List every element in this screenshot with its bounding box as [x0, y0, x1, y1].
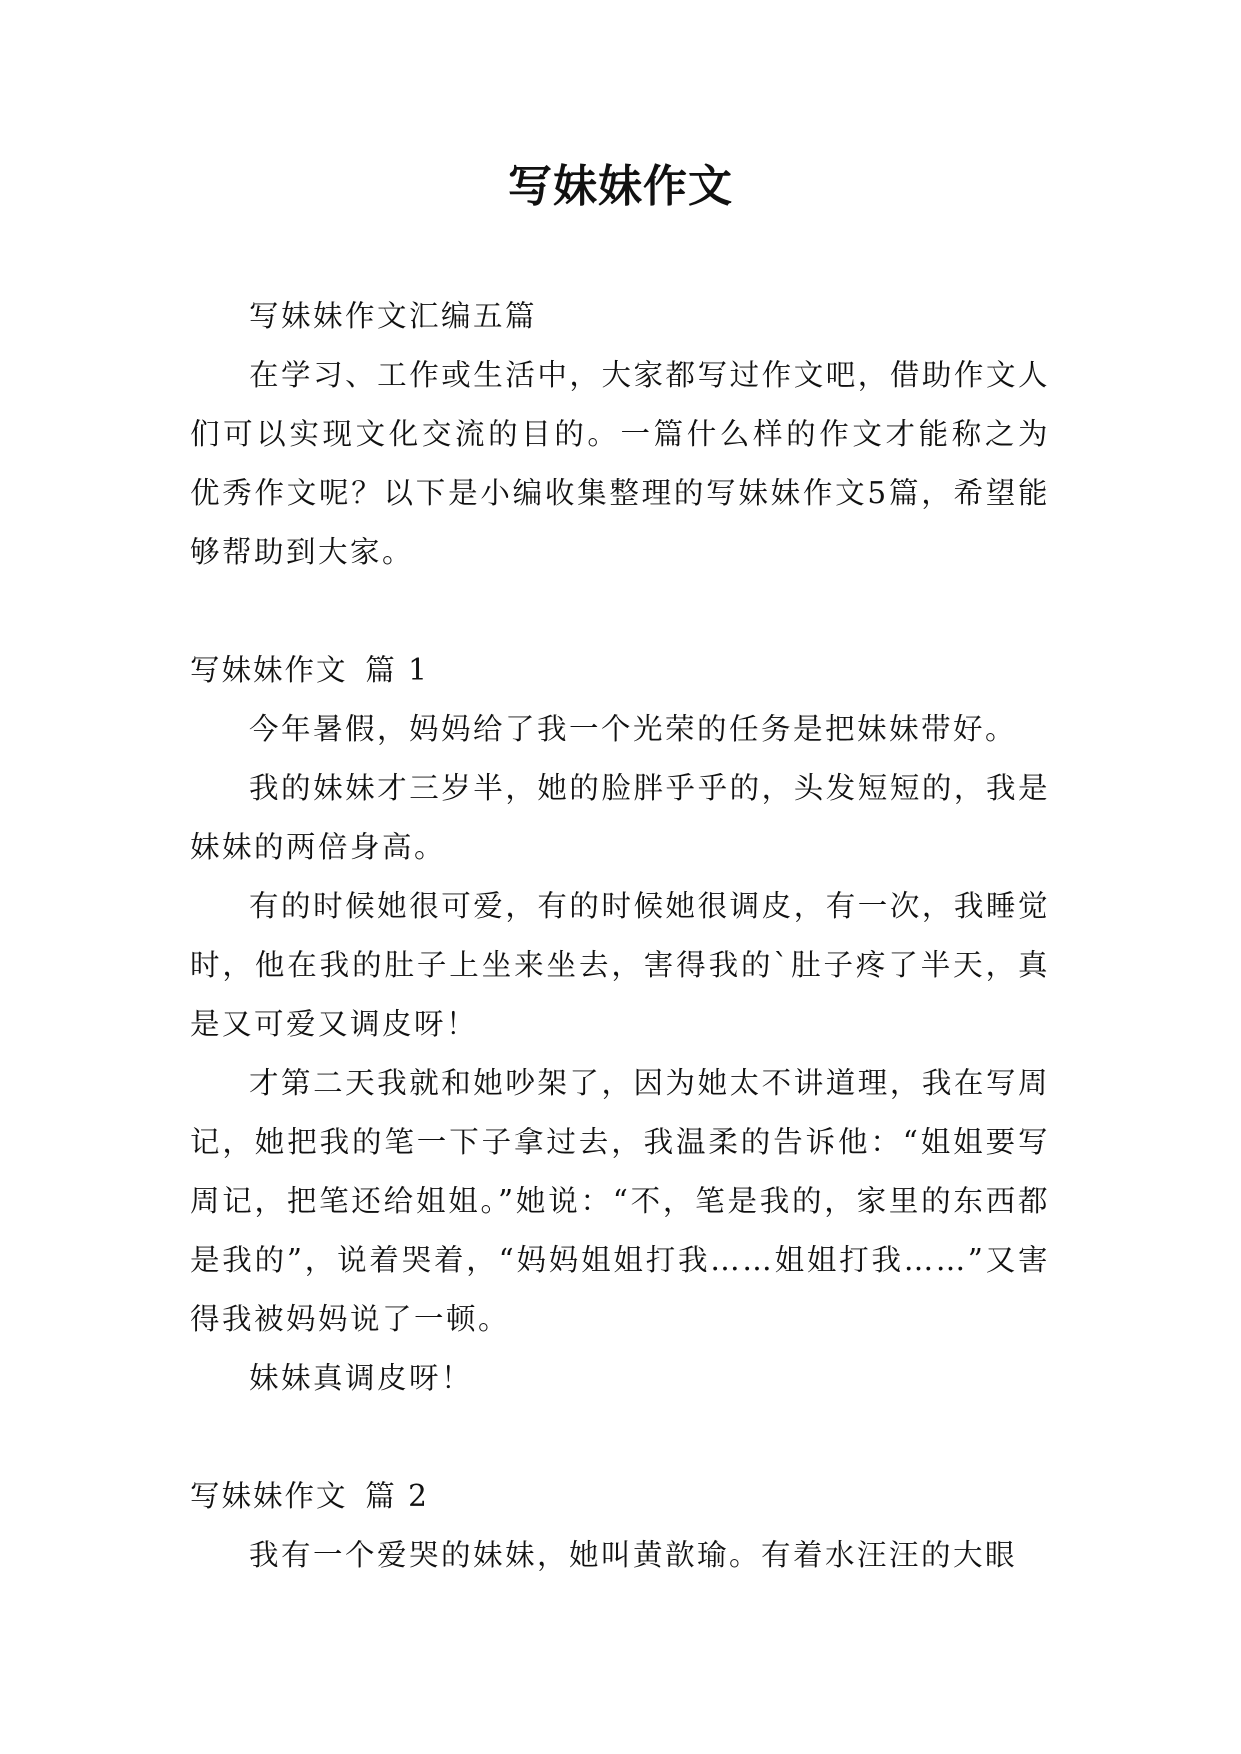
- essay-paragraph: 有的时候她很可爱，有的时候她很调皮，有一次，我睡觉时，他在我的肚子上坐来坐去，害得我的`肚子疼了半天，真是又可爱又调皮呀！: [190, 889, 1050, 1041]
- document-body: [190, 287, 1050, 1585]
- intro-subtitle: 写妹妹作文汇编五篇: [249, 299, 538, 333]
- essay-paragraph: 我的妹妹才三岁半，她的脸胖乎乎的，头发短短的，我是妹妹的两倍身高。: [190, 771, 1050, 864]
- essay-number: 篇 2: [365, 1479, 429, 1513]
- essay-paragraph: 妹妹真调皮呀！: [249, 1361, 474, 1395]
- essay-paragraph: 我有一个爱哭的妹妹，她叫黄歆瑜。有着水汪汪的大眼: [249, 1538, 1018, 1572]
- essay-heading-2: [190, 1467, 1050, 1526]
- essay-number: 篇 1: [365, 653, 429, 687]
- essay-paragraph: 才第二天我就和她吵架了，因为她太不讲道理，我在写周记，她把我的笔一下子拿过去，我温柔的告诉他：“姐姐要写周记，把笔还给姐姐。”她说：“不，笔是我的，家里的东西都是我的”，说着哭着，“妈妈姐姐打我……姐姐打我……”又害得我被妈妈说了一顿。: [190, 1066, 1050, 1336]
- essay-heading-text: 写妹妹作文: [190, 653, 348, 687]
- essay-heading-1: [190, 641, 1050, 700]
- essay-paragraph: 今年暑假，妈妈给了我一个光荣的任务是把妹妹带好。: [249, 712, 1018, 746]
- essay-heading-text: 写妹妹作文: [190, 1479, 348, 1513]
- intro-paragraph: 在学习、工作或生活中，大家都写过作文吧，借助作文人们可以实现文化交流的目的。一篇什么样的作文才能称之为优秀作文呢？以下是小编收集整理的写妹妹作文5篇，希望能够帮助到大家。: [190, 358, 1050, 569]
- document-title: 写妹妹作文: [508, 161, 733, 212]
